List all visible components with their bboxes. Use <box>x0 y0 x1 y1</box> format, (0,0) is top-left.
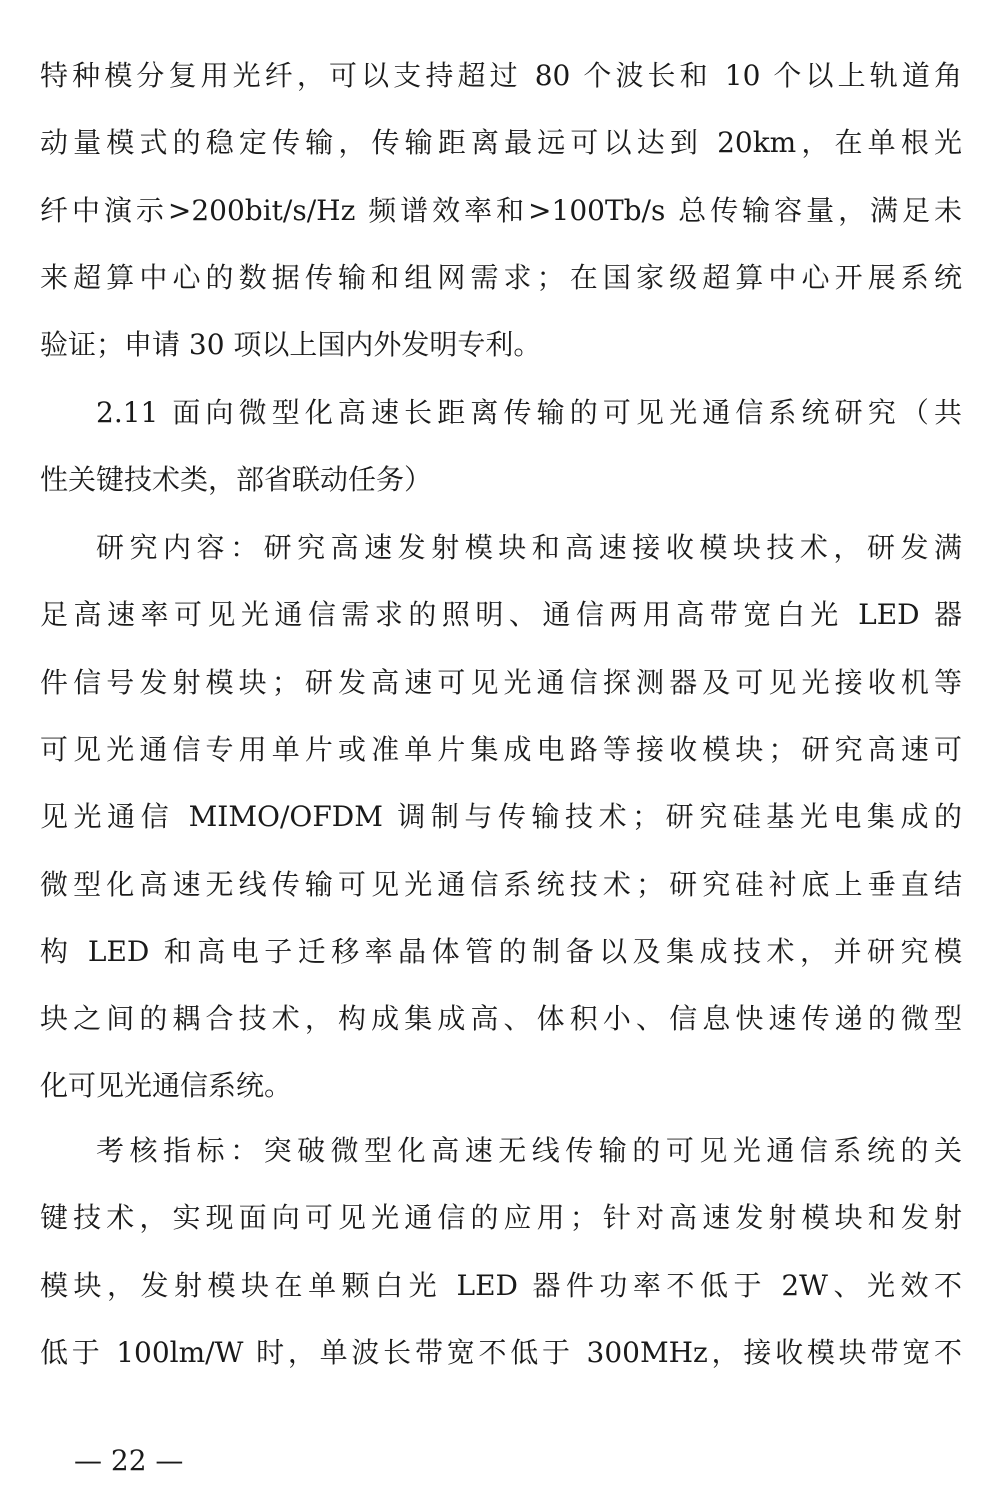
p1-line: 来超算中心的数据传输和组网需求；在国家级超算中心开展系统 <box>40 260 962 294</box>
page-number: — 22 — <box>74 1444 184 1477</box>
research-line: 件信号发射模块；研发高速可见光通信探测器及可见光接收机等 <box>40 665 962 699</box>
heading-line: 性关键技术类，部省联动任务） <box>40 463 433 497</box>
p1-line: 特种模分复用光纤，可以支持超过 80 个波长和 10 个以上轨道角 <box>40 59 962 92</box>
research-line: 微型化高速无线传输可见光通信系统技术；研究硅衬底上垂直结 <box>40 867 962 901</box>
assessment-line: 考核指标：突破微型化高速无线传输的可见光通信系统的关 <box>96 1134 962 1167</box>
p1-line: 验证；申请 30 项以上国内外发明专利。 <box>40 328 542 362</box>
assessment-line: 低于 100lm/W 时，单波长带宽不低于 300MHz，接收模块带宽不 <box>40 1335 962 1369</box>
p1-line: 动量模式的稳定传输，传输距离最远可以达到 20km，在单根光 <box>40 126 962 160</box>
research-line: 化可见光通信系统。 <box>40 1069 293 1103</box>
p1-line: 纤中演示>200bit/s/Hz 频谱效率和>100Tb/s 总传输容量，满足未 <box>40 193 962 227</box>
research-line: 可见光通信专用单片或准单片集成电路等接收模块；研究高速可 <box>40 732 962 766</box>
heading-line: 2.11 面向微型化高速长距离传输的可见光通信系统研究（共 <box>96 396 962 429</box>
research-line: 研究内容：研究高速发射模块和高速接收模块技术，研发满 <box>96 531 962 564</box>
research-line: 构 LED 和高电子迁移率晶体管的制备以及集成技术，并研究模 <box>40 934 962 968</box>
research-line: 块之间的耦合技术，构成集成高、体积小、信息快速传递的微型 <box>40 1002 962 1036</box>
research-line: 足高速率可见光通信需求的照明、通信两用高带宽白光 LED 器 <box>40 598 962 632</box>
assessment-line: 模块，发射模块在单颗白光 LED 器件功率不低于 2W、光效不 <box>40 1268 962 1302</box>
research-line: 见光通信 MIMO/OFDM 调制与传输技术；研究硅基光电集成的 <box>40 800 962 834</box>
assessment-line: 键技术，实现面向可见光通信的应用；针对高速发射模块和发射 <box>40 1201 962 1235</box>
